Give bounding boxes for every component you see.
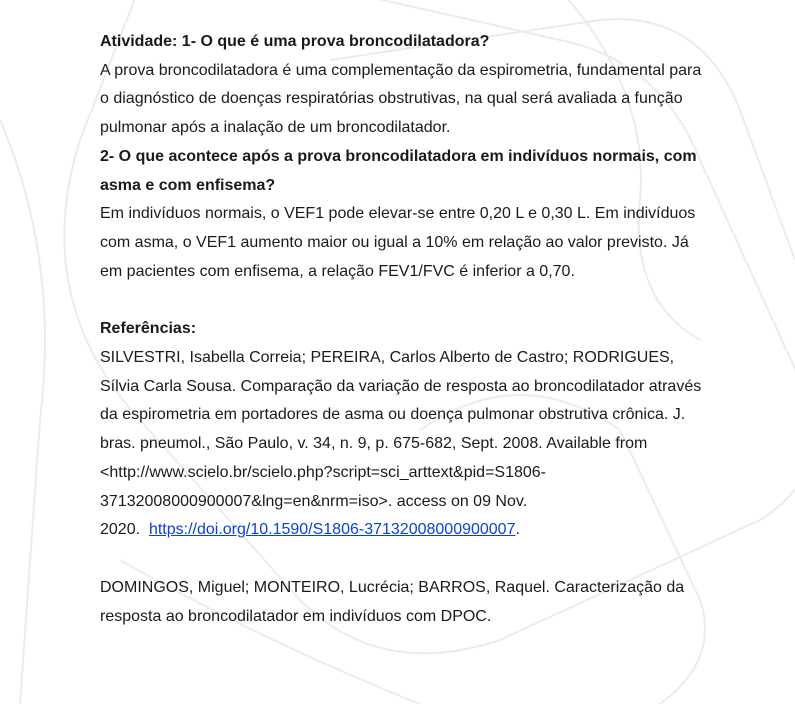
answer2-line: Em indivíduos normais, o VEF1 pode elevar-se entre 0,20 L e 0,30 L. Em indivíduos (100, 205, 696, 223)
question2-line: asma e com enfisema? (100, 176, 276, 194)
spacer (100, 286, 730, 315)
reference2-line: DOMINGOS, Miguel; MONTEIRO, Lucrécia; BARROS, Raquel. Caracterização da (100, 578, 685, 596)
answer1-line: pulmonar após a inalação de um broncodilatador. (100, 119, 451, 137)
references-heading: Referências: (100, 320, 197, 338)
reference1-line: 37132008000900007&lng=en&nrm=iso>. access on 09 Nov. (100, 492, 528, 510)
activity-heading: Atividade: 1- O que é uma prova broncodilatadora? (100, 33, 490, 50)
reference2-line: resposta ao broncodilatador em indivíduos com DPOC. (100, 607, 492, 625)
answer2-line: com asma, o VEF1 aumento maior ou igual a 10% em relação ao valor previsto. Já (100, 233, 689, 251)
reference1-line: SILVESTRI, Isabella Correia; PEREIRA, Carlos Alberto de Castro; RODRIGUES, (100, 349, 675, 367)
reference1-line: da espirometria em portadores de asma ou doença pulmonar obstrutiva crônica. J. (100, 406, 686, 424)
document-content (100, 28, 730, 631)
reference1-year: 2020. (100, 521, 149, 539)
reference1-doi-line (100, 516, 730, 545)
reference1-period: . (515, 521, 520, 539)
spacer (100, 545, 730, 574)
doi-link[interactable]: https://doi.org/10.1590/S1806-37132008000900007 (148, 521, 516, 539)
reference1-line: bras. pneumol., São Paulo, v. 34, n. 9, p. 675-682, Sept. 2008. Available from (100, 435, 648, 453)
answer1-line: o diagnóstico de doenças respiratórias obstrutivas, na qual será avaliada a função (100, 90, 683, 108)
answer2-line: em pacientes com enfisema, a relação FEV1/FVC é inferior a 0,70. (100, 262, 575, 280)
answer1-line: A prova broncodilatadora é uma complementação da espirometria, fundamental para (100, 61, 702, 79)
reference1-line: Sílvia Carla Sousa. Comparação da variação de resposta ao broncodilatador através (100, 377, 702, 395)
question2-line: 2- O que acontece após a prova broncodilatadora em indivíduos normais, com (100, 147, 697, 165)
reference1-line: <http://www.scielo.br/scielo.php?script=sci_arttext&pid=S1806- (100, 463, 547, 481)
